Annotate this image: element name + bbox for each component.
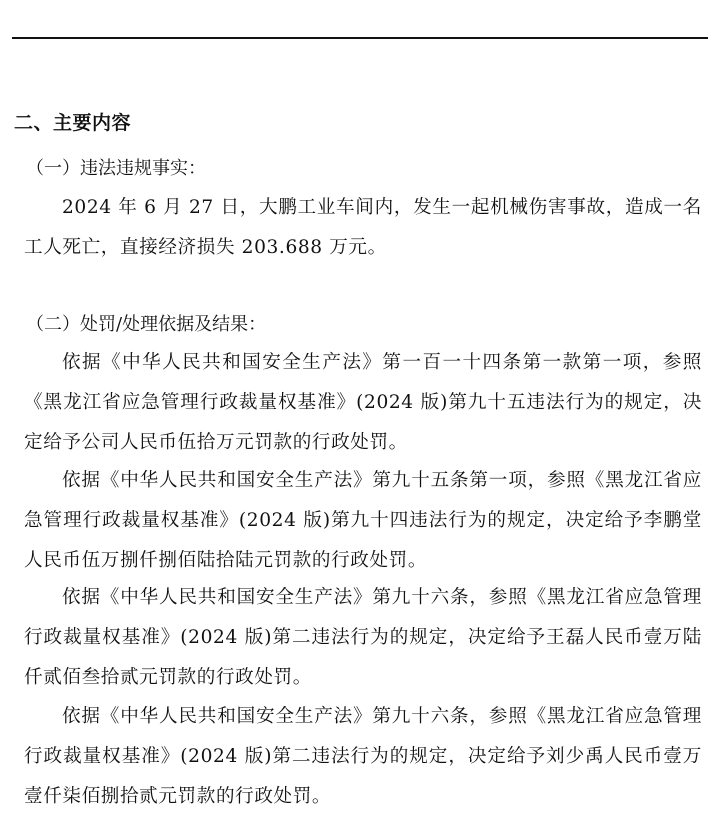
penalty-paragraph-3: 依据《中华人民共和国安全生产法》第九十六条，参照《黑龙江省应急管理行政裁量权基准》(2024 版)第二违法行为的规定，决定给予王磊人民币壹万陆仟贰佰叁拾贰元罚款的行政处罚。 — [24, 587, 702, 688]
penalty-paragraph-4: 依据《中华人民共和国安全生产法》第九十六条，参照《黑龙江省应急管理行政裁量权基准》(2024 版)第二违法行为的规定，决定给予刘少禹人民币壹万壹仟柒佰捌拾贰元罚款的行政处罚。 — [24, 706, 702, 807]
violation-heading: （一）违法违规事实： — [26, 158, 206, 179]
penalty-heading: （二）处罚/处理依据及结果： — [26, 314, 267, 335]
violation-paragraph: 2024 年 6 月 27 日，大鹏工业车间内，发生一起机械伤害事故，造成一名工人死亡，直接经济损失 203.688 万元。 — [24, 197, 702, 258]
header-divider — [12, 37, 708, 39]
penalty-paragraph-1: 依据《中华人民共和国安全生产法》第一百一十四条第一款第一项，参照《黑龙江省应急管理行政裁量权基准》(2024 版)第九十五违法行为的规定，决定给予公司人民币伍拾万元罚款的行政处罚。 — [24, 352, 702, 453]
section-heading: 二、主要内容 — [14, 112, 132, 134]
penalty-paragraph-2: 依据《中华人民共和国安全生产法》第九十五条第一项，参照《黑龙江省应急管理行政裁量权基准》(2024 版)第九十四违法行为的规定，决定给予李鹏堂人民币伍万捌仟捌佰陆拾陆元罚款的行政处罚。 — [24, 470, 702, 571]
